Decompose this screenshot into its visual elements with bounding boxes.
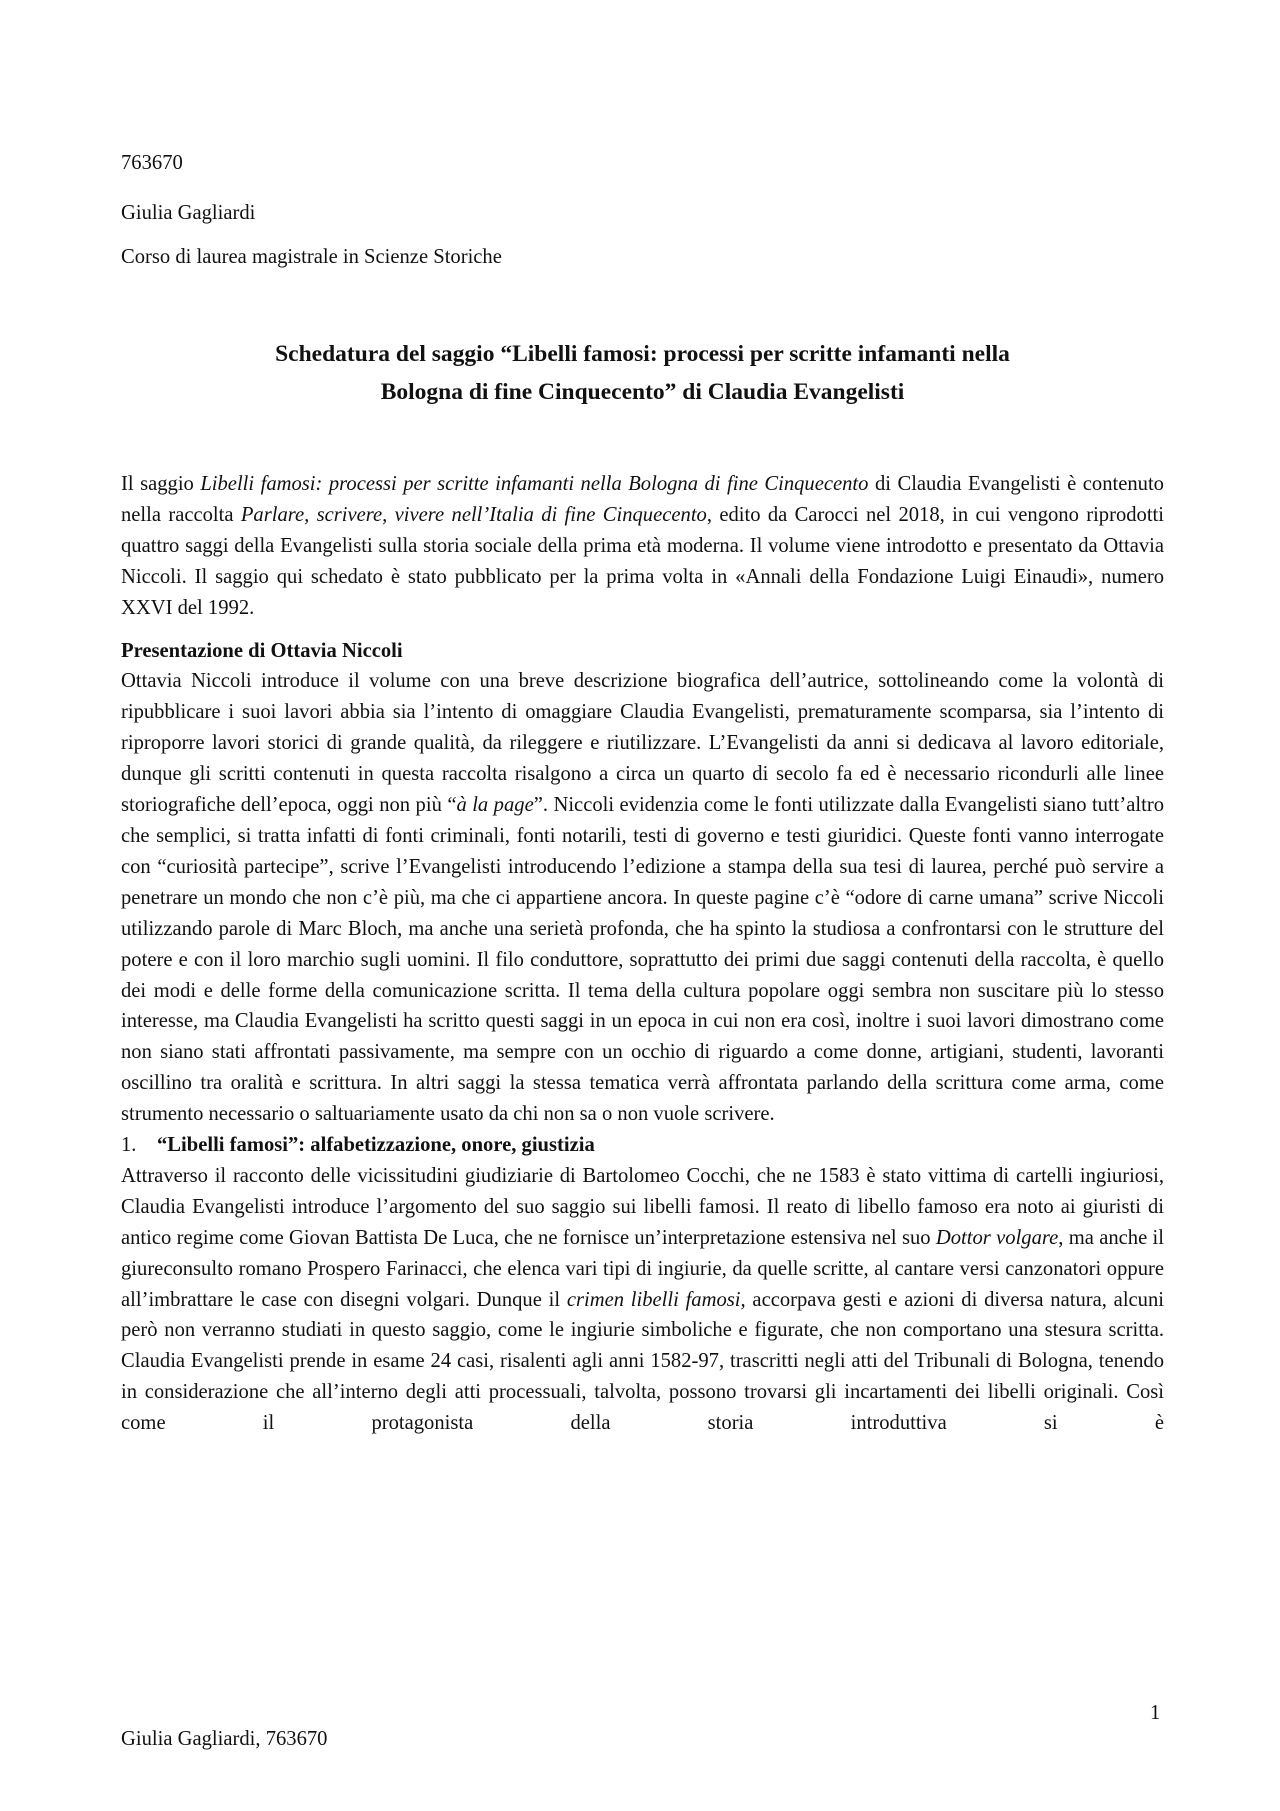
document-title [121, 335, 1164, 411]
section-heading-1 [121, 1130, 1164, 1161]
essay-title: Libelli famosi: processi per scritte infamanti nella Bologna di fine Cinquecento [200, 473, 869, 495]
section-heading-presentation: Presentazione di Ottavia Niccoli [121, 639, 403, 662]
text: Attraverso il racconto delle vicissitudini giudiziarie di Bartolomeo Cocchi, che ne 1583 è stato vittima di cartelli ingiuriosi, Claudia Evangelisti introduce l’argomento del suo saggio sui libelli famosi. Il reato di libello famoso era noto ai giuristi di antico regime come Giovan Battista De Luca, che ne fornisce un’interpretazione estensiva nel suo [121, 1164, 1164, 1249]
student-name: Giulia Gagliardi [121, 202, 256, 224]
section-title: “Libelli famosi”: alfabetizzazione, onore, giustizia [157, 1134, 595, 1157]
course-name: Corso di laurea magistrale in Scienze Storiche [121, 246, 502, 268]
page-number: 1 [1150, 1702, 1161, 1724]
presentation-paragraph [121, 666, 1164, 1130]
text: Ottavia Niccoli introduce il volume con una breve descrizione biografica dell’autrice, sottolineando come la volontà di ripubblicare i suoi lavori abbia sia l’intento di omaggiare Claudia Evangelisti, prematuramente scomparsa, sia l’intento di riproporre lavori storici di grande qualità, da rileggere e riutilizzare. L’Evangelisti da anni si dedicava al lavoro editoriale, dunque gli scritti contenuti in questa raccolta risalgono a circa un quarto di secolo fa ed è necessario ricondurli alle linee storiografiche dell’epoca, oggi non più “ [121, 670, 1164, 817]
text: ”. Niccoli evidenzia come le fonti utilizzate dalla Evangelisti siano tutt’altro che semplici, si tratta infatti di fonti criminali, fonti notarili, testi di governo e testi giuridici. Queste fonti vanno interrogate con “curiosità partecipe”, scrive l’Evangelisti introducendo l’edizione a stampa della sua tesi di laurea, perché può servire a penetrare un mondo che non c’è più, ma che ci appartiene ancora. In queste pagine c’è “odore di carne umana” scrive Niccoli utilizzando parole di Marc Bloch, ma anche una serietà profonda, che ha spinto la studiosa a confrontarsi con le strutture del potere e con il loro marchio sugli uomini. Il filo conduttore, soprattutto dei primi due saggi contenuti della raccolta, è quello dei modi e delle forme della comunicazione scritta. Il tema della cultura popolare oggi sembra non suscitare più lo stesso interesse, ma Claudia Evangelisti ha scritto questi saggi in un epoca in cui non era così, inoltre i suoi lavori dimostrano come non siano stati affrontati passivamente, ma sempre con un occhio di riguardo a come donne, artigiani, studenti, lavoranti oscillino tra oralità e scrittura. In altri saggi la stessa tematica verrà affrontata parlando della scrittura come arma, come strumento necessario o saltuariamente usato da chi non sa o non vuole scrivere. [121, 794, 1165, 1126]
text: , edito da Carocci nel 2018, in cui vengono riprodotti quattro saggi della Evangelisti sulla storia sociale della prima età moderna. Il volume viene introdotto e presentato da Ottavia Niccoli. Il saggio qui schedato è stato pubblicato per la prima volta in «Annali della Fondazione Luigi Einaudi», numero XXVI del 1992. [121, 503, 1164, 619]
section-number: 1. [121, 1134, 137, 1157]
text: Il saggio [121, 473, 201, 495]
page-footer: Giulia Gagliardi, 763670 [121, 1728, 328, 1750]
book-title: Parlare, scrivere, vivere nell’Italia di fine Cinquecento [240, 503, 707, 526]
section1-paragraph [121, 1161, 1164, 1439]
text: di Claudia Evangelisti è contenuto nella raccolta [121, 473, 1164, 526]
intro-paragraph [121, 469, 1164, 624]
student-id: 763670 [121, 152, 183, 174]
title-line-2: Bologna di fine Cinquecento” di Claudia Evangelisti [380, 379, 905, 405]
title-line-1: Schedatura del saggio “Libelli famosi: processi per scritte infamanti nella [275, 341, 1010, 367]
italic-text: à la page [456, 794, 534, 817]
book-title: Dottor volgare [935, 1226, 1059, 1249]
italic-text: crimen libelli famosi, [566, 1288, 746, 1311]
document-body [121, 469, 1164, 1439]
text: accorpava gesti e azioni di diversa natura, alcuni però non verranno studiati in questo saggio, come le ingiurie simboliche e figurate, che non comportano una stesura scritta. Claudia Evangelisti prende in esame 24 casi, risalenti agli anni 1582-97, trascritti negli atti del Tribunali di Bologna, tenendo in considerazione che all’interno degli atti processuali, talvolta, possono trovarsi gli incartamenti dei libelli originali. Così come il protagonista della storia introduttiva si è [121, 1288, 1164, 1435]
text: , ma anche il giureconsulto romano Prospero Farinacci, che elenca vari tipi di ingiurie, da quelle scritte, al cantare versi canzonatori oppure all’imbrattare le case con disegni volgari. Dunque il [121, 1226, 1164, 1311]
